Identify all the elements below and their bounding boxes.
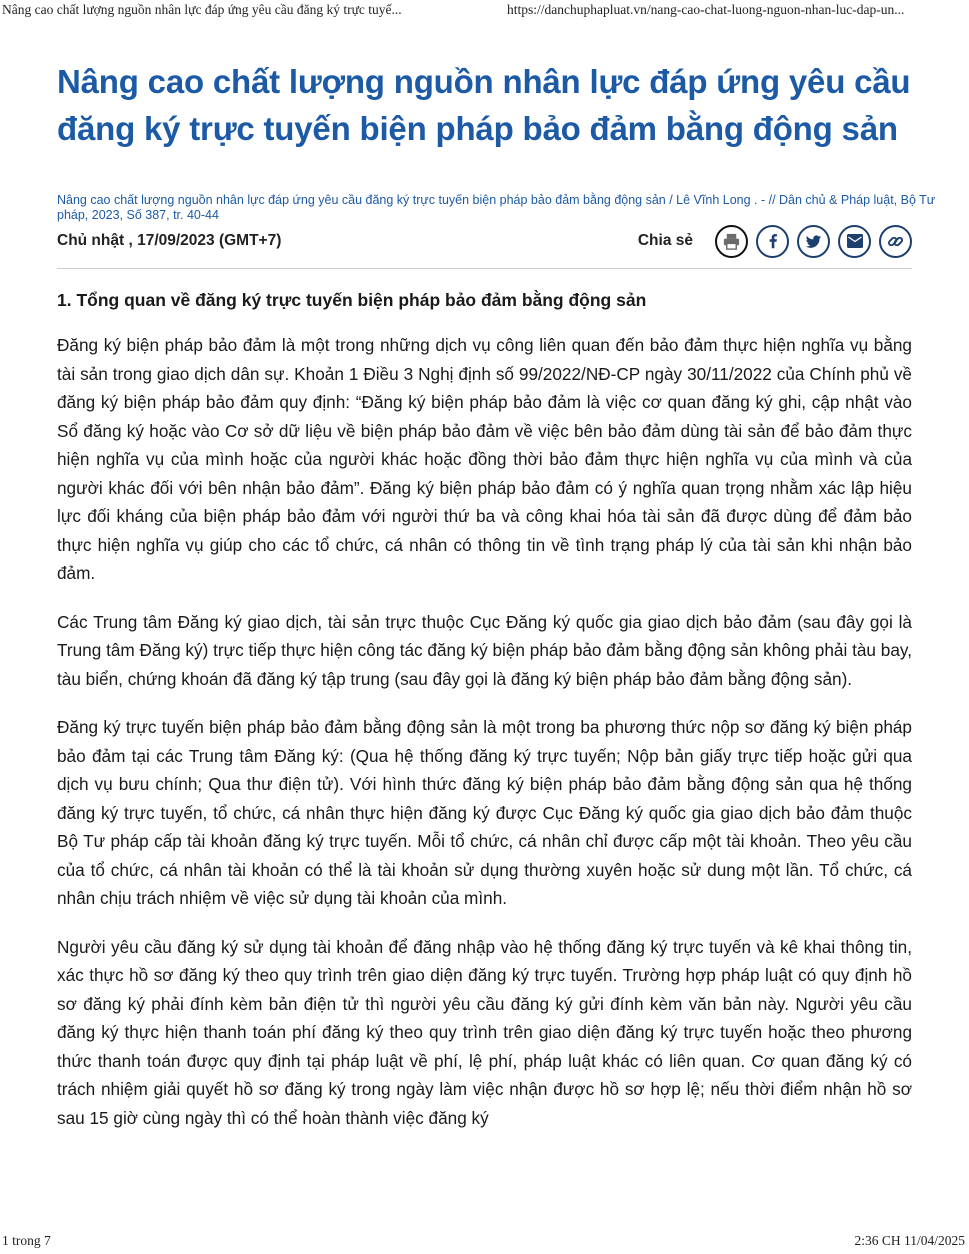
print-header: [2, 2, 963, 22]
paragraph: Người yêu cầu đăng ký sử dụng tài khoản để đăng nhập vào hệ thống đăng ký trực tuyến và kê khai thông tin, xác thực hồ sơ đăng ký theo quy trình trên giao diện đăng ký trực tuyến. Trường hợp pháp luật có quy định hồ sơ đăng ký phải đính kèm bản điện tử thì người yêu cầu đăng ký gửi đính kèm văn bản này. Người yêu cầu đăng ký thực hiện thanh toán phí đăng ký theo quy trình trên giao diện đăng ký trực tuyến hoặc theo phương thức thanh toán được quy định tại pháp luật về phí, lệ phí, pháp luật khác có liên quan. Cơ quan đăng ký có trách nhiệm giải quyết hồ sơ đăng ký trong ngày làm việc nhận được hồ sơ hợp lệ; nếu thời điểm nhận hồ sơ sau 15 giờ cùng ngày thì có thể hoàn thành việc đăng ký: [57, 936, 912, 1128]
email-icon: [845, 231, 865, 251]
print-header-title: Nâng cao chất lượng nguồn nhân lực đáp ứng yêu cầu đăng ký trực tuyế...: [2, 2, 402, 17]
section-heading: 1. Tổng quan về đăng ký trực tuyến biện pháp bảo đảm bằng động sản: [57, 290, 647, 310]
print-button[interactable]: [715, 225, 748, 258]
facebook-icon: [764, 232, 782, 250]
page-indicator: 1 trong 7: [2, 1233, 51, 1248]
article-title: Nâng cao chất lượng nguồn nhân lực đáp ứng yêu cầu đăng ký trực tuyến biện pháp bảo đảm bằng động sản: [57, 63, 911, 147]
twitter-icon: [804, 232, 823, 251]
paragraph: Đăng ký trực tuyến biện pháp bảo đảm bằng động sản là một trong ba phương thức nộp sơ đăng ký biện pháp bảo đảm tại các Trung tâm Đăng ký: (Qua hệ thống đăng ký trực tuyến; Nộp bản giấy trực tiếp hoặc gửi qua dịch vụ bưu chính; Qua thư điện tử). Với hình thức đăng ký biện pháp bảo đảm bằng động sản qua hệ thống đăng ký trực tuyến, tổ chức, cá nhân thực hiện đăng ký được Cục Đăng ký quốc gia giao dịch bảo đảm thuộc Bộ Tư pháp cấp tài khoản đăng ký trực tuyến. Mỗi tổ chức, cá nhân chỉ được cấp một tài khoản. Theo yêu cầu của tổ chức, cá nhân tài khoản có thể là tài khoản sử dụng thường xuyên hoặc sử dung một lần. Tổ chức, cá nhân chịu trách nhiệm về việc sử dụng tài khoản của mình.: [57, 717, 912, 908]
print-footer: [2, 1233, 965, 1251]
share-label: Chia sẻ: [637, 232, 693, 249]
share-bar: [638, 222, 912, 260]
article: [57, 58, 936, 1128]
copy-link-button[interactable]: [879, 225, 912, 258]
article-meta-row: [57, 222, 912, 269]
print-icon: [722, 232, 741, 251]
article-body: [57, 286, 912, 1152]
link-icon: [886, 232, 905, 251]
print-header-url: https://danchuphapluat.vn/nang-cao-chat-luong-nguon-nhan-luc-dap-un...: [507, 2, 905, 17]
print-timestamp: 2:36 CH 11/04/2025: [854, 1233, 965, 1248]
article-citation: Nâng cao chất lượng nguồn nhân lực đáp ứng yêu cầu đăng ký trực tuyến biện pháp bảo đảm bằng động sản / Lê Vĩnh Long . - // Dân chủ & Pháp luật, Bộ Tư pháp, 2023, Số 387, tr. 40-44: [57, 193, 936, 222]
facebook-share-button[interactable]: [756, 225, 789, 258]
publish-date: Chủ nhật , 17/09/2023 (GMT+7): [57, 232, 282, 249]
twitter-share-button[interactable]: [797, 225, 830, 258]
paragraph: Các Trung tâm Đăng ký giao dịch, tài sản trực thuộc Cục Đăng ký quốc gia giao dịch bảo đảm (sau đây gọi là Trung tâm Đăng ký) trực tiếp thực hiện công tác đăng ký biện pháp bảo đảm bằng động sản không phải tàu bay, tàu biển, chứng khoán đã đăng ký tập trung (sau đây gọi là đăng ký biện pháp bảo đảm bằng động sản).: [57, 611, 912, 689]
email-share-button[interactable]: [838, 225, 871, 258]
paragraph: Đăng ký biện pháp bảo đảm là một trong những dịch vụ công liên quan đến bảo đảm thực hiện nghĩa vụ bằng tài sản trong giao dịch dân sự. Khoản 1 Điều 3 Nghị định số 99/2022/NĐ-CP ngày 30/11/2022 của Chính phủ về đăng ký biện pháp bảo đảm quy định: “Đăng ký biện pháp bảo đảm là việc cơ quan đăng ký ghi, cập nhật vào Sổ đăng ký hoặc vào Cơ sở dữ liệu về biện pháp bảo đảm về việc bên bảo đảm dùng tài sản để bảo đảm thực hiện nghĩa vụ của mình hoặc của người khác hoặc đồng thời bảo đảm thực hiện nghĩa vụ của mình và của người khác đối với bên nhận bảo đảm”. Đăng ký biện pháp bảo đảm có ý nghĩa quan trọng nhằm xác lập hiệu lực đối kháng của biện pháp bảo đảm với người thứ ba và công khai hóa tài sản đã được dùng để đảm bảo thực hiện nghĩa vụ giúp cho các tổ chức, cá nhân có thông tin về tình trạng pháp lý của tài sản khi nhận bảo đảm.: [57, 335, 912, 583]
